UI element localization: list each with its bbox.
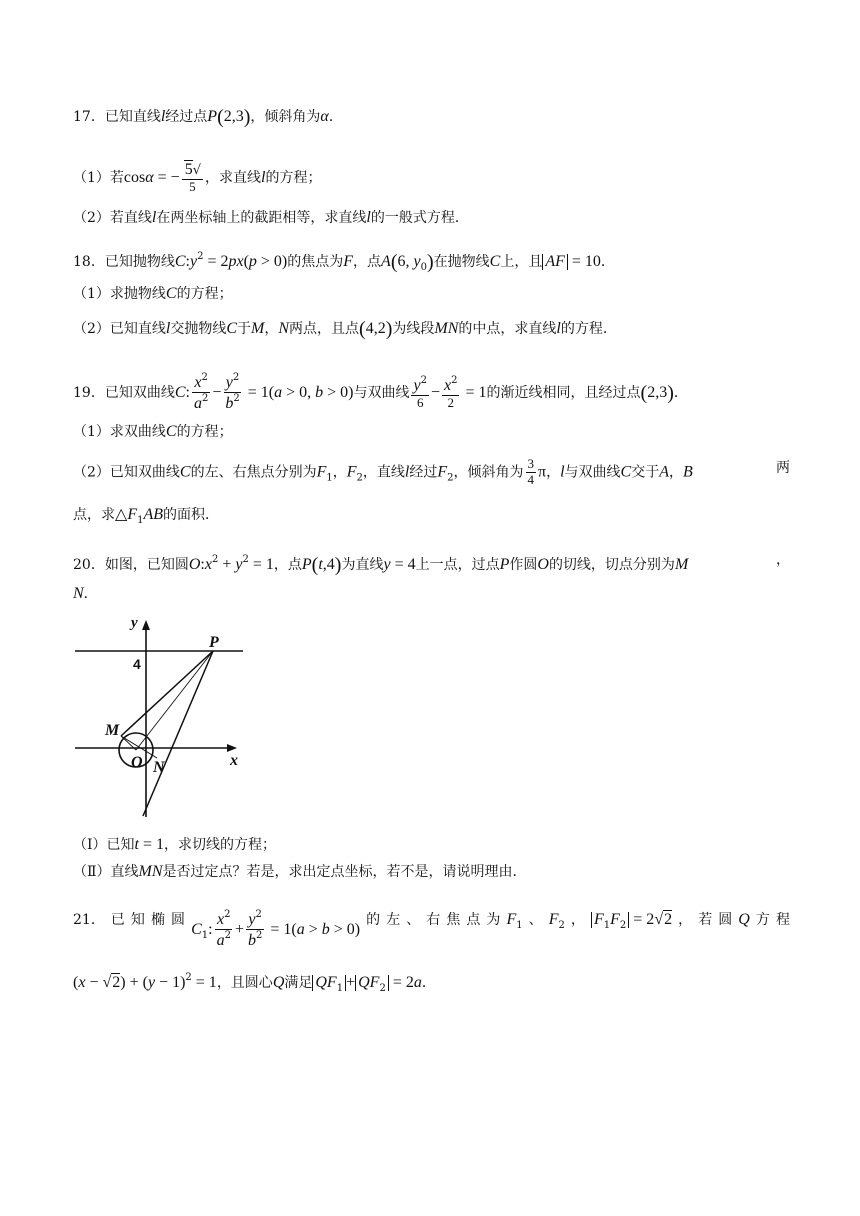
label-M: M xyxy=(105,722,120,739)
tangent-figure xyxy=(73,612,248,824)
p18-line1: 18．已知抛物线$C:y^2 = 2px(p > 0)$的焦点为F，点A(6, $y_0$)在抛物线C上，且 AF = 10． xyxy=(73,251,615,273)
p19-line4: 点，求$\triangle F_1AB$的面积． xyxy=(73,506,220,526)
x-axis-arrow xyxy=(227,744,237,752)
p18-line3: （2）已知直线l交抛物线C于M，N两点，且点(4,2)为线段MN的中点，求直线l的方程． xyxy=(73,318,617,340)
p21-line1: 21． 已 知 椭 圆 $C_1$: $\frac{x^2}{a^2}$ + $\frac{y^2}{b^2}$ = 1(a > b > 0) 的 左 、 右 焦 点 为 $F_1$ 、 $F_2$ ， $F_1F_2 = 2√2$ ， 若 圆 Q 方 程 xyxy=(73,909,790,950)
p17-line3: （2）若直线l在两坐标轴上的截距相等，求直线l的一般式方程． xyxy=(73,209,469,226)
label-y: y xyxy=(131,615,138,631)
tangent-line-PN xyxy=(143,651,213,816)
p18-line2: （1）求抛物线C的方程； xyxy=(73,285,233,302)
segment-PO xyxy=(136,651,213,750)
p19-line1: 19．已知双曲线C: $\frac{x^2}{a^2}$ − $\frac{y^2}{b^2}$ = 1(a > 0, b > 0)与双曲线 $\frac{y^2}{6}$ − $\frac{x^2}{2}$ = 1的渐近线相同，且经过点(2,3)． xyxy=(73,372,688,413)
p17-line1: 17．已知直线l经过点P(2,3)，倾斜角为α． xyxy=(73,106,343,128)
label-x: x xyxy=(230,752,238,769)
p20-line3: （Ⅰ）已知t = 1，求切线的方程； xyxy=(73,836,277,853)
p20-line1: 20．如图，已知圆$O:x^2 + y^2 = 1$，点P(t,4)为直线y = 4上一点，过点P作圆O的切线，切点分别为M ， xyxy=(73,552,790,576)
p20-line4: （Ⅱ）直线MN是否过定点？若是，求出定点坐标，若不是，请说明理由． xyxy=(73,863,527,880)
label-N: N xyxy=(153,759,165,776)
label-O: O xyxy=(131,754,143,771)
p21-line2: $(x - √2) + (y - 1)^2 = 1$，且圆心Q满足 $QF_1 + QF_2 = 2a$． xyxy=(73,972,436,994)
label-4: 4 xyxy=(133,656,141,672)
p20-line2: N． xyxy=(73,585,98,602)
p19-line3: （2）已知双曲线C的左、右焦点分别为$F_1$，$F_2$，直线l经过$F_2$，倾斜角为 $\frac{3}{4}$ π，l与双曲线C交于A，B 两 xyxy=(73,456,790,487)
y-axis-arrow xyxy=(142,620,150,630)
p17-line2: （1）若cosα = − $\frac{5√}{5}$ ，求直线l的方程； xyxy=(73,161,322,195)
p19-line2: （1）求双曲线C的方程； xyxy=(73,423,233,440)
label-P: P xyxy=(209,634,219,651)
